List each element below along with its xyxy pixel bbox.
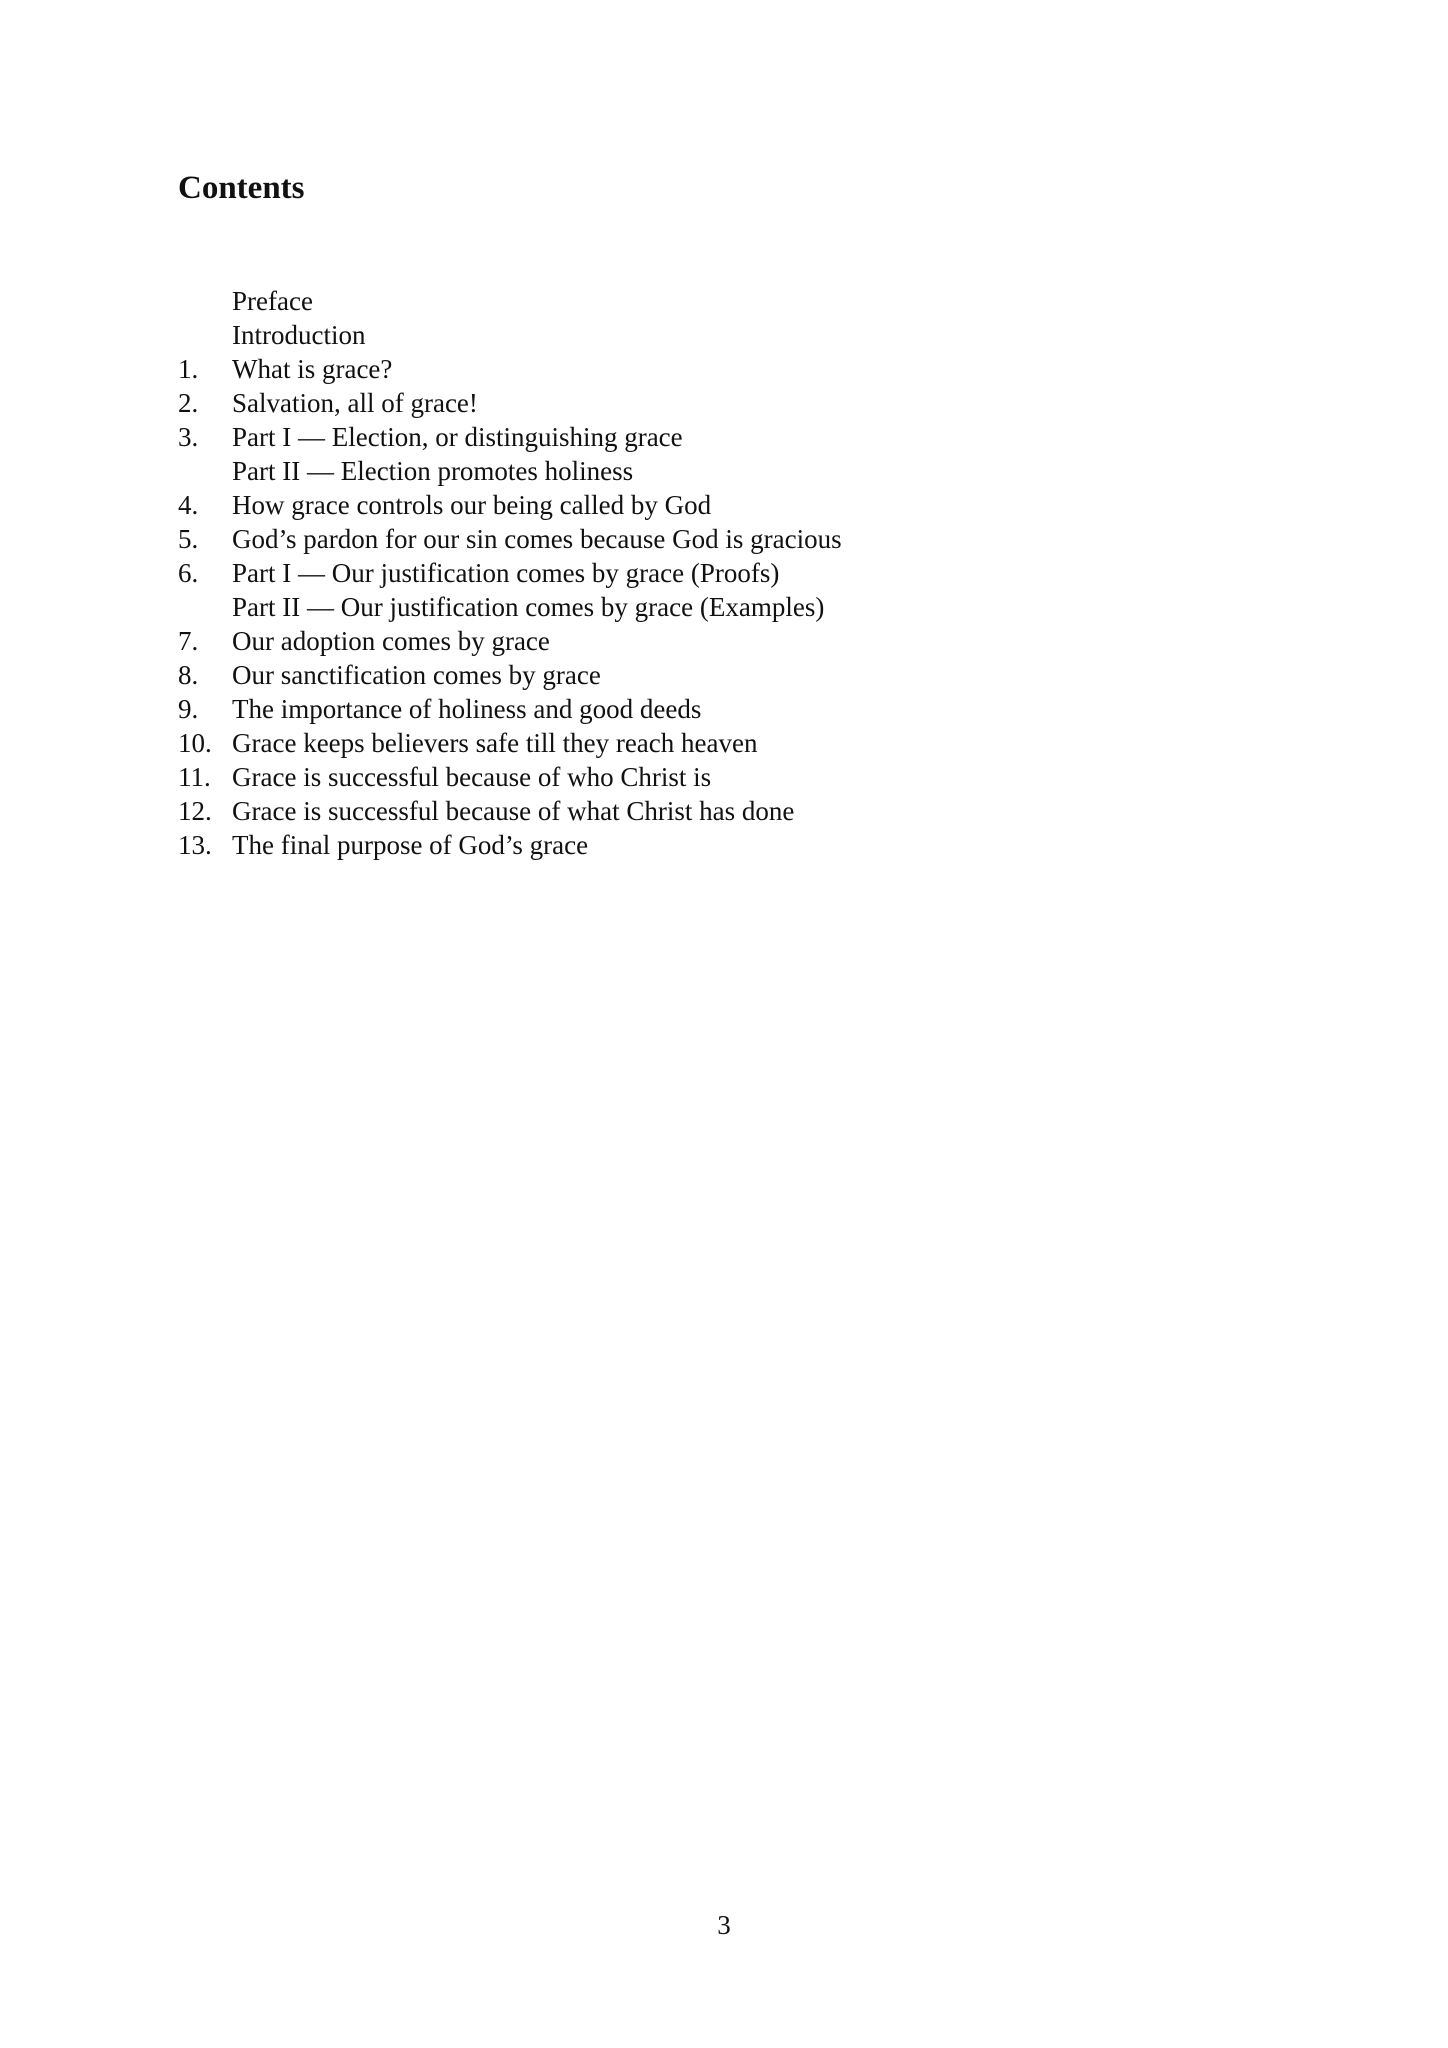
toc-entry-title: How grace controls our being called by God: [232, 490, 712, 520]
toc-entry-title: Our sanctification comes by grace: [232, 660, 601, 690]
toc-entry-number: 2.: [178, 388, 199, 418]
toc-entry: [178, 726, 1278, 760]
toc-entry-number: 3.: [178, 422, 199, 452]
toc-entry: [178, 488, 1278, 522]
toc-entry-title: Grace keeps believers safe till they reach heaven: [232, 728, 758, 758]
toc-entry-title: God’s pardon for our sin comes because God is gracious: [232, 524, 842, 554]
toc-entry-title: Grace is successful because of who Christ is: [232, 762, 712, 792]
toc-entry: [178, 386, 1278, 420]
toc-entry-number: 6.: [178, 558, 199, 588]
toc-entry-title: Introduction: [232, 320, 366, 350]
toc-entry-number: 13.: [178, 830, 212, 860]
toc-entry-title: The importance of holiness and good deeds: [232, 694, 702, 724]
toc-entry: [178, 624, 1278, 658]
toc-entry-number: 7.: [178, 626, 199, 656]
page-number: 3: [717, 1910, 731, 1940]
toc-entry: [178, 658, 1278, 692]
toc-entry: [178, 828, 1278, 862]
toc-entry-number: 5.: [178, 524, 199, 554]
table-of-contents: [178, 284, 1278, 862]
toc-entry-title: Part II — Our justification comes by grace (Examples): [232, 592, 825, 622]
toc-entry-title: The final purpose of God’s grace: [232, 830, 589, 860]
toc-entry: [178, 590, 1278, 624]
toc-entry: [178, 420, 1278, 454]
toc-entry: [178, 794, 1278, 828]
toc-entry-number: 12.: [178, 796, 212, 826]
toc-entry-number: 8.: [178, 660, 199, 690]
toc-entry: [178, 692, 1278, 726]
toc-entry: [178, 556, 1278, 590]
toc-entry: [178, 284, 1278, 318]
toc-entry-title: Part I — Our justification comes by grace (Proofs): [232, 558, 780, 588]
toc-entry-title: Part I — Election, or distinguishing grace: [232, 422, 683, 452]
toc-entry-number: 10.: [178, 728, 212, 758]
toc-entry: [178, 760, 1278, 794]
toc-entry-number: 4.: [178, 490, 199, 520]
toc-entry-title: Our adoption comes by grace: [232, 626, 550, 656]
toc-entry-title: What is grace?: [232, 354, 393, 384]
toc-entry-title: Salvation, all of grace!: [232, 388, 478, 418]
toc-entry-number: 9.: [178, 694, 199, 724]
toc-entry-number: 11.: [178, 762, 211, 792]
toc-entry-number: 1.: [178, 354, 199, 384]
page-title: Contents: [178, 170, 305, 206]
toc-entry: [178, 522, 1278, 556]
toc-entry: [178, 352, 1278, 386]
toc-entry-title: Part II — Election promotes holiness: [232, 456, 634, 486]
toc-entry-title: Grace is successful because of what Christ has done: [232, 796, 795, 826]
toc-entry: [178, 454, 1278, 488]
toc-entry: [178, 318, 1278, 352]
toc-entry-title: Preface: [232, 286, 313, 316]
